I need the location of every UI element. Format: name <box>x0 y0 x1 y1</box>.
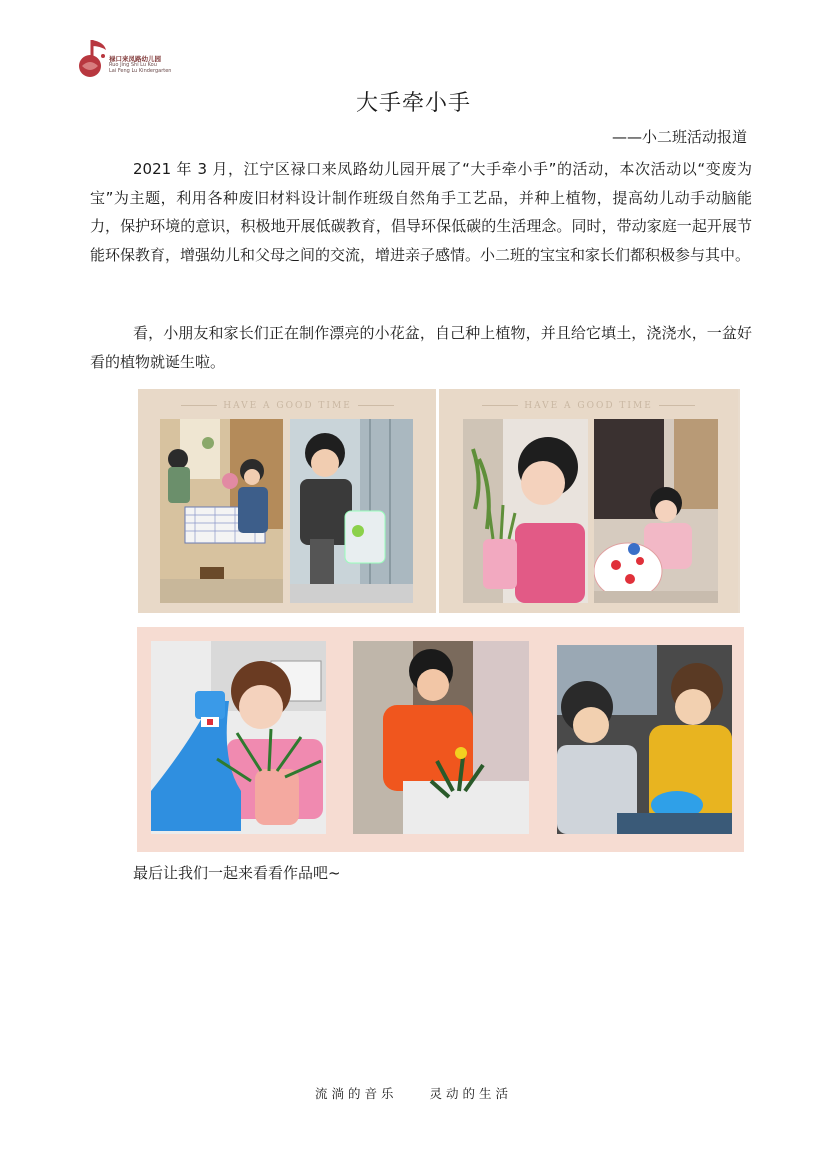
photo-boy-crafting <box>290 419 413 603</box>
logo-text <box>109 56 171 74</box>
photo-girl-with-plant <box>463 419 588 603</box>
collage-banner-right: HAVE A GOOD TIME <box>439 401 738 411</box>
logo-emblem-icon <box>76 36 110 80</box>
logo-cn-name: 禄口来凤路幼儿园 <box>109 55 161 63</box>
paragraph-intro: 2021 年 3 月，江宁区禄口来凤路幼儿园开展了“大手牵小手”的活动，本次活动以“变废为宝”为主题，利用各种废旧材料设计制作班级自然角手工艺品，并种上植物，提高幼儿动手动脑能力，保护环境的意识，积极地开展低碳教育，倡导环保低碳的生活理念。同时，带动家庭一起开展节能环保教育，增强幼儿和父母之间的交流，增进亲子感情。小二班的宝宝和家长们都积极参与其中。 <box>90 160 752 264</box>
closing-line: 最后让我们一起来看看作品吧~ <box>133 864 341 882</box>
photo-collage-bottom <box>137 627 744 852</box>
article-subtitle: ——小二班活动报道 <box>611 128 747 146</box>
article-title: 大手牵小手 <box>355 91 471 116</box>
photo-girl-decorating-pot <box>594 419 718 603</box>
collage-panel-right <box>439 389 738 613</box>
collage-banner-left: HAVE A GOOD TIME <box>138 401 437 411</box>
collage-panel-left <box>138 389 437 613</box>
footer-slogan: 流淌的音乐 灵动的生活 <box>315 1086 512 1101</box>
paragraph-activity: 看，小朋友和家长们正在制作漂亮的小花盆，自己种上植物，并且给它填土，浇浇水，一盆好看的植物就诞生啦。 <box>90 324 752 371</box>
photo-boy-planting <box>353 641 529 834</box>
photo-collage-top <box>138 389 740 613</box>
photo-children-at-table <box>160 419 283 603</box>
photo-girl-with-orchid-pot <box>151 641 326 834</box>
photo-parent-and-child-crafting <box>557 645 732 834</box>
logo-en-line-2: Lai Feng Lu Kindergarten <box>109 68 172 74</box>
logo-en-line-1: Ruo Jing Shi Lu Kou <box>109 62 157 68</box>
